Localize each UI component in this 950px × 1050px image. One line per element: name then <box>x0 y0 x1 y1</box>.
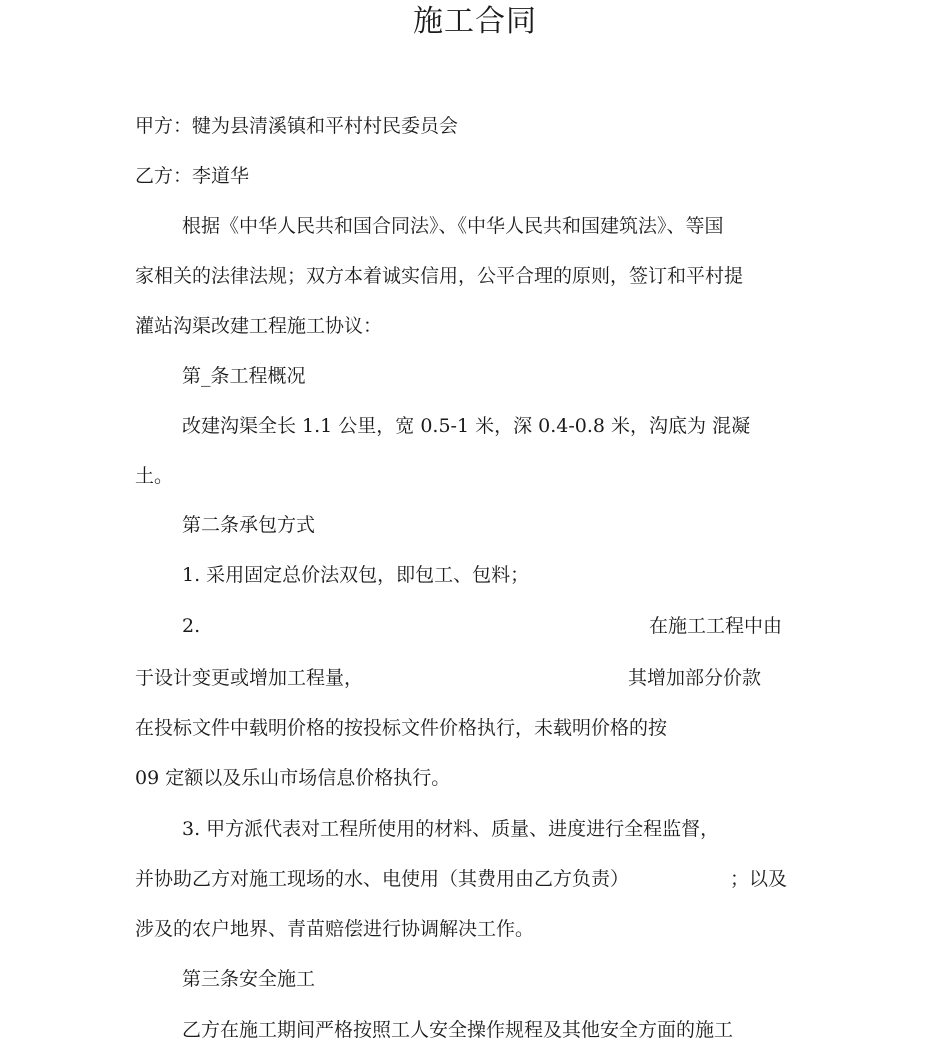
party-a: 甲方：犍为县清溪镇和平村村民委员会 <box>135 115 459 137</box>
party-b: 乙方：李道华 <box>135 165 250 187</box>
preamble-line-3: 灌站沟渠改建工程施工协议： <box>135 315 383 337</box>
article-1-line-1: 改建沟渠全长 1.1 公里，宽 0.5-1 米，深 0.4-0.8 米，沟底为 混凝 <box>182 415 751 437</box>
article-2-item-2-text-d: 在投标文件中载明价格的按投标文件价格执行，未载明价格的按 <box>135 717 668 739</box>
article-2-item-3-text-c: ；以及 <box>730 868 788 890</box>
article-2-item-2-number: 2. <box>182 615 201 637</box>
article-2-item-1: 1. 采用固定总价法双包，即包工、包料； <box>182 564 530 586</box>
article-2-item-3-text-a: 3. 甲方派代表对工程所使用的材料、质量、进度进行全程监督， <box>182 818 720 840</box>
article-2-item-2-text-b: 于设计变更或增加工程量， <box>135 667 364 689</box>
article-1-line-2: 土。 <box>135 465 174 487</box>
article-1-heading: 第_条工程概况 <box>182 365 306 387</box>
article-2-item-2-text-c: 其增加部分价款 <box>628 667 762 689</box>
preamble-line-2: 家相关的法律法规；双方本着诚实信用，公平合理的原则，签订和平村提 <box>135 265 744 287</box>
preamble-line-1: 根据《中华人民共和国合同法》、《中华人民共和国建筑法》、等国 <box>182 215 724 237</box>
article-2-item-3-text-d: 涉及的农户地界、青苗赔偿进行协调解决工作。 <box>135 918 535 940</box>
article-2-item-2-text-a: 在施工工程中由 <box>649 615 783 637</box>
article-2-heading: 第二条承包方式 <box>182 514 316 536</box>
article-2-item-2-text-e: 09 定额以及乐山市场信息价格执行。 <box>135 767 451 789</box>
article-3-line-1: 乙方在施工期间严格按照工人安全操作规程及其他安全方面的施工 <box>182 1019 734 1041</box>
article-3-heading: 第三条安全施工 <box>182 968 316 990</box>
article-2-item-3-text-b: 并协助乙方对施工现场的水、电使用（其费用由乙方负责） <box>135 868 630 890</box>
document-title: 施工合同 <box>413 4 537 39</box>
